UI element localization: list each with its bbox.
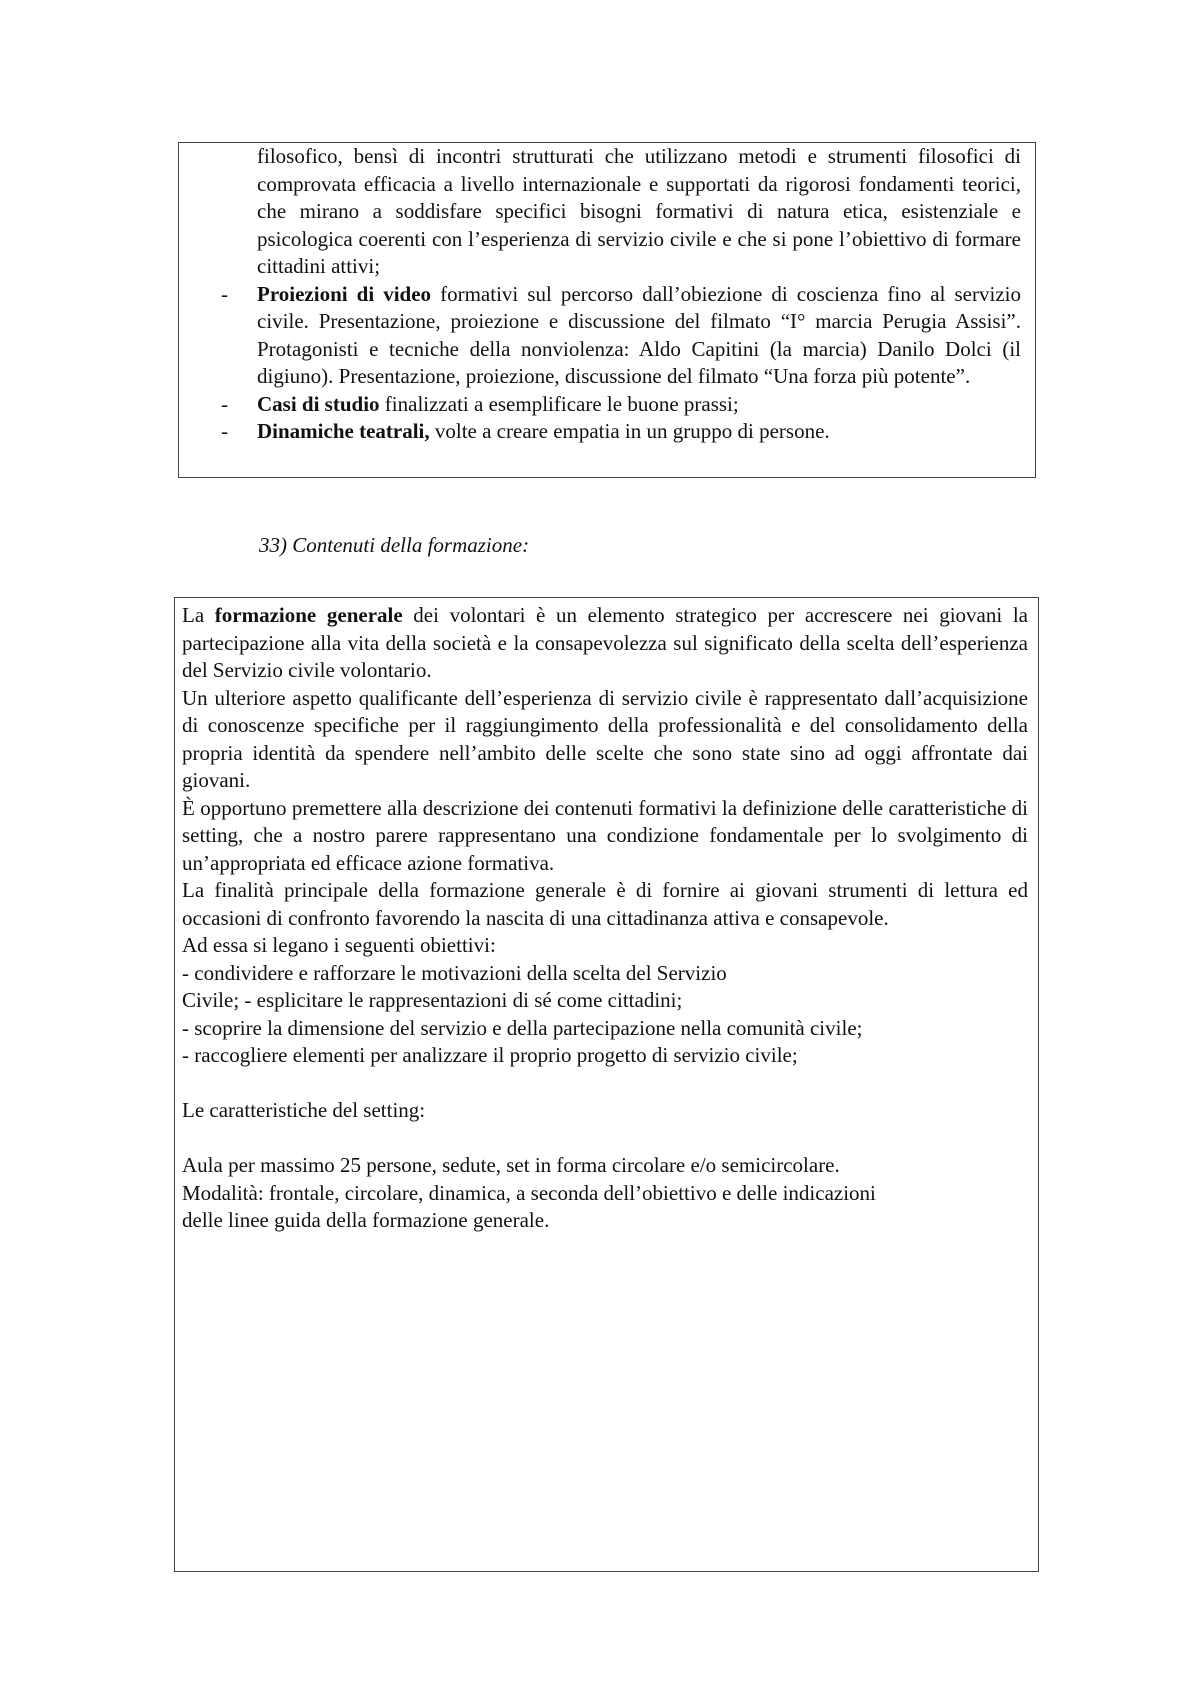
paragraph-text: La bbox=[182, 603, 215, 627]
paragraph-aspetto: Un ulteriore aspetto qualificante dell’esperienza di servizio civile è rappresentato dall’acquisizione di conoscenze specifiche per il raggiungimento della professionalità e del consolidamento della propria identità da spendere nell’ambito delle scelte che sono state sino ad oggi affrontate dai giovani. bbox=[182, 685, 1028, 792]
list-item-bold: Casi di studio bbox=[257, 391, 380, 416]
list-item-video bbox=[221, 281, 1021, 391]
list-bullet: - bbox=[221, 281, 228, 306]
list-item-text: formativi sul percorso dall’obiezione di coscienza fino al servizio civile. Presentazione, proiezione e discussione del filmato “I° marcia Perugia Assisi”. Protagonisti e tecniche della nonviolenza: Aldo Capitini (la marcia) Danilo Dolci (il digiuno). Presentazione, proiezione, discussione del filmato “Una forza più potente”. bbox=[257, 281, 1021, 388]
contents-table-cell bbox=[174, 597, 1039, 1572]
list-item-dinamiche bbox=[221, 418, 1021, 446]
objectives-line: Ad essa si legano i seguenti obiettivi: bbox=[182, 933, 496, 957]
list-item-bold: Proiezioni di video bbox=[257, 281, 432, 306]
paragraph-setting: È opportuno premettere alla descrizione dei contenuti formativi la definizione delle caratteristiche di setting, che a nostro parere rappresentano una condizione fondamentale per lo svolgimento di un’appropriata ed efficace azione formativa. bbox=[182, 795, 1028, 875]
list-item-text: finalizzati a esemplificare le buone prassi; bbox=[379, 391, 739, 416]
methods-table-cell bbox=[178, 142, 1036, 478]
objectives-line: - scoprire la dimensione del servizio e della partecipazione nella comunità civile; bbox=[182, 1015, 863, 1040]
setting-line: delle linee guida della formazione generale. bbox=[182, 1208, 550, 1232]
setting-title: Le caratteristiche del setting: bbox=[182, 1098, 426, 1122]
paragraph-formazione-generale bbox=[182, 602, 1028, 685]
objectives-line: - raccogliere elementi per analizzare il proprio progetto di servizio civile; bbox=[182, 1043, 798, 1067]
section-heading: 33) Contenuti della formazione: bbox=[259, 533, 530, 557]
list-bullet: - bbox=[221, 391, 228, 416]
setting-line: Modalità: frontale, circolare, dinamica, a seconda dell’obiettivo e delle indicazioni bbox=[182, 1180, 876, 1205]
objectives-line: Civile; - esplicitare le rappresentazioni di sé come cittadini; bbox=[182, 988, 683, 1012]
paragraph-text: dei volontari è un elemento strategico per accrescere nei giovani la partecipazione alla vita della società e la consapevolezza sul significato della scelta dell’esperienza del Servizio civile volontario. bbox=[182, 603, 1028, 682]
list-bullet: - bbox=[221, 419, 228, 443]
list-item-text: volte a creare empatia in un gruppo di persone. bbox=[429, 419, 830, 443]
list-item-bold: Dinamiche teatrali, bbox=[257, 419, 430, 443]
paragraph-finalita: La finalità principale della formazione generale è di fornire ai giovani strumenti di lettura ed occasioni di confronto favorendo la nascita di una cittadinanza attiva e consapevole. bbox=[182, 878, 1028, 930]
bold-term: formazione generale bbox=[214, 603, 403, 627]
list-item-casi bbox=[221, 391, 1021, 419]
objectives-line: - condividere e rafforzare le motivazioni della scelta del Servizio bbox=[182, 960, 727, 985]
setting-line: Aula per massimo 25 persone, sedute, set in forma circolare e/o semicircolare. bbox=[182, 1153, 840, 1177]
intro-paragraph: filosofico, bensì di incontri strutturati che utilizzano metodi e strumenti filosofici di comprovata efficacia a livello internazionale e supportati da rigorosi fondamenti teorici, che mirano a soddisfare specifici bisogni formativi di natura etica, esistenziale e psicologica coerenti con l’esperienza di servizio civile e che si pone l’obiettivo di formare cittadini attivi; bbox=[257, 144, 1021, 278]
